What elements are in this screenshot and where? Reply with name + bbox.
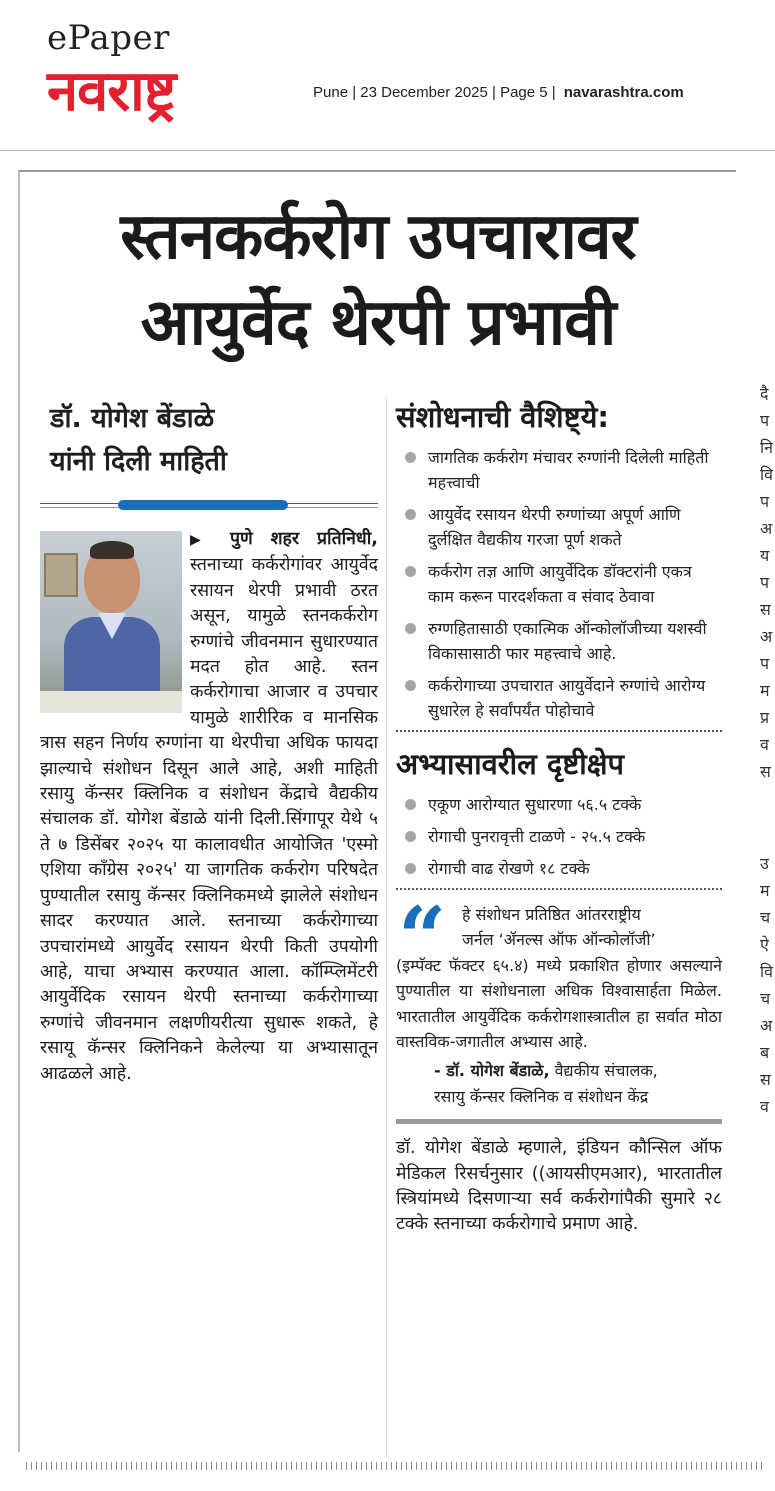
bullet-icon [405,623,416,634]
subheadline-line-2: यांनी दिली माहिती [50,446,227,477]
article-body-2: डॉ. योगेश बेंडाळे म्हणाले, इंडियन कौन्सिल ऑफ मेडिकल रिसर्चनुसार ((आयसीएमआर), भारतातील स्त्रियांमध्ये दिसणाऱ्या सर्व कर्करोगांपैकी सुमारे २८ टक्के स्तनाच्या कर्करोगाचे प्रमाण आहे. [396,1138,722,1235]
issue-line: Pune | 23 December 2025 | Page 5 | [313,84,556,101]
features-list [396,445,722,723]
headline-line-1: स्तनकर्करोग उपचारावर [120,200,636,274]
quote-icon: “ [398,888,447,987]
quote-line-1: हे संशोधन प्रतिष्ठित आंतरराष्ट्रीय [462,905,641,924]
list-item: आयुर्वेद रसायन थेरपी रुग्णांच्या अपूर्ण आणि दुर्लक्षित वैद्यकीय गरजा पूर्ण शकते [396,502,722,552]
quote-attribution [396,1058,722,1109]
site-link[interactable]: navarashtra.com [563,84,684,101]
page-edge-ruler [26,1462,762,1470]
author-photo [40,531,182,713]
list-item: कर्करोग तज्ञ आणि आयुर्वेदिक डॉक्टरांनी एकत्र काम करून पारदर्शकता व संवाद ठेवावा [396,559,722,609]
issue-info [313,84,684,101]
headline [20,194,736,366]
insights-list [396,792,722,881]
list-item: रोगाची पुनरावृत्ती टाळणे - २५.५ टक्के [396,824,722,849]
column-divider [386,397,387,1457]
quote-rest: (इम्पॅक्ट फॅक्टर ६५.४) मध्ये प्रकाशित होणार असल्याने पुण्यातील या संशोधनाला अधिक विश्वासार्हता मिळेल. भारतातील आयुर्वेदिक कर्करोगशास्त्रातील हा सर्वात मोठा वास्तविक-जगातील अभ्यास आहे. [396,955,722,1052]
bullet-icon [405,863,416,874]
newspaper-logo[interactable]: नवराष्ट्र [47,59,176,124]
left-column [40,397,378,1087]
attribution-role: वैद्यकीय संचालक, [554,1061,658,1081]
attribution-organization: रसायु कॅन्सर क्लिनिक व संशोधन केंद्र [434,1086,649,1106]
list-item: कर्करोगाच्या उपचारात आयुर्वेदाने रुग्णांचे आरोग्य सुधारेल हे सर्वांपर्यंत पोहोचावे [396,673,722,723]
attribution-name: - डॉ. योगेश बेंडाळे, [434,1061,550,1081]
insight-title: अभ्यासावरील दृष्टीक्षेप [396,747,625,781]
bullet-icon [405,680,416,691]
bullet-icon [405,452,416,463]
dateline: पुणे शहर प्रतिनिधी, [229,529,378,549]
subheadline [40,397,378,483]
headline-line-2: आयुर्वेद थेरपी प्रभावी [140,286,616,360]
adjacent-column-fragment: दै प नि वि प अ य प स अ प म प्र व स [760,384,774,781]
masthead-divider [0,150,775,151]
bullet-icon [405,566,416,577]
dateline-marker-icon: ▶ [190,532,213,548]
dotted-divider [396,730,722,732]
article-clipping [18,170,736,1452]
list-item: जागतिक कर्करोग मंचावर रुग्णांनी दिलेली माहिती महत्त्वाची [396,445,722,495]
section-divider [396,1119,722,1124]
body-text-part-1: स्तनाच्या कर्करोगांवर आयुर्वेद रसायन थेरपी प्रभावी ठरत असून, यामुळे स्तनकर्करोग रुग्णांचे जीवनमान सुधारण्यात मदत होत आहे. स्तन कर्करोगाचा आजार व उपचार यामुळे शारीरिक व मानसिक त्रास सहन निर्णय रुग्णांना या थेरपीचा अधिक फायदा झाल्याचे संशोधन दिसून आले आहे, अशी माहिती रसायु कॅन्सर क्लिनिक व संशोधन केंद्राचे वैद्यकीय संचालक डॉ. योगेश बेंडाळे यांनी दिली.सिंगापूर येथे ५ ते ७ डिसेंबर २०२५ या कालावधीत आयोजित 'एस्मो एशिया कॉंग्रेस २०२५' या जागतिक कर्करोग परिषदेत पुण्यातील रसायु कॅन्सर क्लिनिकमध्ये झालेले संशोधन सादर करण्यात आले. स्तनाच्या कर्करोगाच्या उपचारांमध्ये आयुर्वेद रसायन थेरपी किती उपयोगी आहे, याचा अभ्यास करण्यात आला. कॉम्प्लिमेंटरी आयुर्वेदिक रसायन थेरपी स्तनाच्या कर्करोगाच्या रुग्णांचे जीवनमान लक्षणीयरीत्या सुधारू शकते, हे रसायू कॅन्सर क्लिनिकने केलेल्या या अभ्यासातून आढळले आहे. [40,555,378,1084]
right-column [396,397,722,1238]
list-item: रोगाची वाढ रोखणे १८ टक्के [396,856,722,881]
bullet-icon [405,509,416,520]
subheadline-line-1: डॉ. योगेश बेंडाळे [50,403,215,434]
article-body-1 [40,527,378,1087]
list-item: एकूण आरोग्यात सुधारणा ५६.५ टक्के [396,792,722,817]
bullet-icon [405,799,416,810]
quote-line-2: जर्नल ‘ॲनल्स ऑफ ऑन्कोलॉजी’ [462,930,656,950]
list-item: रुग्णहितासाठी एकात्मिक ऑन्कोलॉजीच्या यशस्वी विकासासाठी फार महत्त्वाचे आहे. [396,616,722,666]
features-title: संशोधनाची वैशिष्ट्ये: [396,400,610,434]
bullet-icon [405,831,416,842]
subhead-divider [40,497,378,511]
epaper-label: ePaper [47,18,170,58]
pull-quote [396,888,722,1109]
adjacent-column-fragment: उ म च ऐ वि च अ ब स व [760,854,774,1116]
masthead [0,0,775,150]
